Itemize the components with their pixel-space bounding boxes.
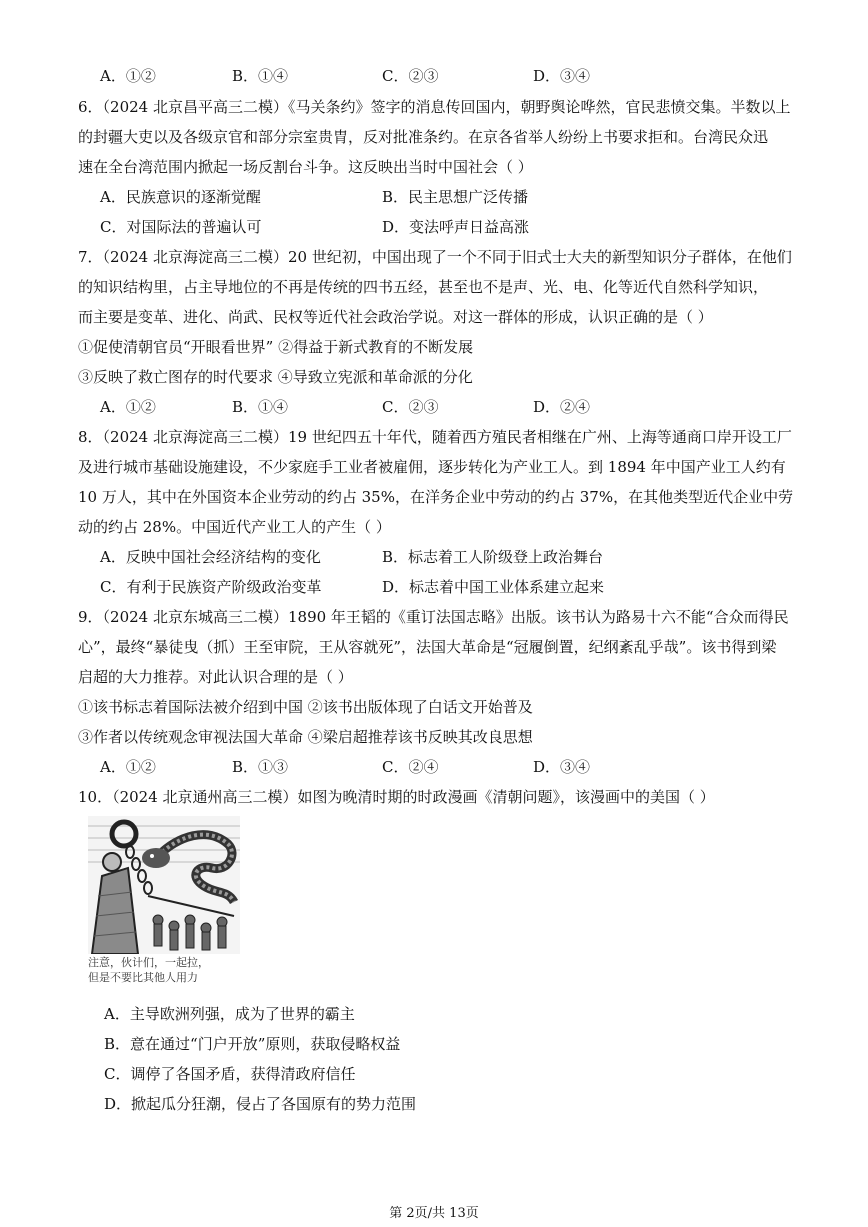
q8-stem-line: 10 万人，其中在外国资本企业劳动的约占 35%，在洋务企业中劳动的约占 37%，在其他类型近代企业中劳 [78, 488, 794, 506]
q9-statement-line: ①该书标志着国际法被介绍到中国 ②该书出版体现了白话文开始普及 [78, 698, 533, 716]
cartoon-caption-line: 但是不要比其他人用力 [88, 971, 198, 984]
q7-statement-line: ③反映了救亡图存的时代要求 ④导致立宪派和革命派的分化 [78, 368, 473, 386]
q7-statement-line: ①促使清朝官员“开眼看世界” ②得益于新式教育的不断发展 [78, 338, 474, 356]
q8-option-c[interactable]: C．有利于民族资产阶级政治变革 [100, 578, 322, 596]
q7-option-c[interactable]: C．②③ [382, 398, 439, 416]
q9-stem-line: 启超的大力推荐。对此认识合理的是（ ） [78, 668, 353, 686]
q5-option-b[interactable]: B．①④ [232, 67, 289, 85]
cartoon-caption-line: 注意，伙计们，一起拉， [88, 956, 209, 969]
q9-stem-line: 9．（2024 北京东城高三二模）1890 年王韬的《重订法国志略》出版。该书认为路易十六不能“合众而得民 [78, 608, 789, 626]
q9-statement-line: ③作者以传统观念审视法国大革命 ④梁启超推荐该书反映其改良思想 [78, 728, 533, 746]
q9-option-b[interactable]: B．①③ [232, 758, 289, 776]
q7-stem-line: 的知识结构里，占主导地位的不再是传统的四书五经，甚至也不是声、光、电、化等近代自然科学知识， [78, 278, 769, 296]
q10-option-c[interactable]: C．调停了各国矛盾，获得清政府信任 [104, 1065, 356, 1083]
q7-stem-line: 而主要是变革、进化、尚武、民权等近代社会政治学说。对这一群体的形成，认识正确的是（ ） [78, 308, 713, 326]
q9-option-d[interactable]: D．③④ [533, 758, 591, 776]
q6-stem-line: 速在全台湾范围内掀起一场反割台斗争。这反映出当时中国社会（ ） [78, 158, 533, 176]
q6-option-a[interactable]: A．民族意识的逐渐觉醒 [100, 188, 261, 206]
q6-option-c[interactable]: C．对国际法的普遍认可 [100, 218, 262, 236]
q7-option-d[interactable]: D．②④ [533, 398, 591, 416]
q5-option-d[interactable]: D．③④ [533, 67, 591, 85]
q9-stem-line: 心”，最终“暴徒曳（抓）王至审院，王从容就死”，法国大革命是“冠履倒置，纪纲紊乱乎哉”。该书得到梁 [78, 638, 777, 656]
q5-option-c[interactable]: C．②③ [382, 67, 439, 85]
q8-option-b[interactable]: B．标志着工人阶级登上政治舞台 [382, 548, 604, 566]
q8-stem-line: 8．（2024 北京海淀高三二模）19 世纪四五十年代，随着西方殖民者相继在广州、上海等通商口岸开设工厂 [78, 428, 792, 446]
q8-stem-line: 动的约占 28%。中国近代产业工人的产生（ ） [78, 518, 391, 536]
q8-option-a[interactable]: A．反映中国社会经济结构的变化 [100, 548, 321, 566]
q8-option-d[interactable]: D．标志着中国工业体系建立起来 [382, 578, 605, 596]
cartoon-caption [88, 955, 240, 985]
q9-option-c[interactable]: C．②④ [382, 758, 439, 776]
q10-option-d[interactable]: D．掀起瓜分狂潮，侵占了各国原有的势力范围 [104, 1095, 417, 1113]
q5-option-a[interactable]: A．①② [100, 67, 156, 85]
q6-option-b[interactable]: B．民主思想广泛传播 [382, 188, 529, 206]
q6-stem-line: 的封疆大吏以及各级京官和部分宗室贵胄，反对批准条约。在京各省举人纷纷上书要求拒和。台湾民众迅 [78, 128, 769, 146]
cartoon-illustration [88, 816, 240, 954]
q10-option-b[interactable]: B．意在通过“门户开放”原则，获取侵略权益 [104, 1035, 401, 1053]
q9-option-a[interactable]: A．①② [100, 758, 156, 776]
q8-stem-line: 及进行城市基础设施建设，不少家庭手工业者被雇佣，逐步转化为产业工人。到 1894 年中国产业工人约有 [78, 458, 786, 476]
q7-stem-line: 7．（2024 北京海淀高三二模）20 世纪初，中国出现了一个不同于旧式士大夫的新型知识分子群体，在他们 [78, 248, 792, 266]
q10-stem-line: 10．（2024 北京通州高三二模）如图为晚清时期的时政漫画《清朝问题》，该漫画中的美国（ ） [78, 788, 715, 806]
q7-option-a[interactable]: A．①② [100, 398, 156, 416]
q6-stem-line: 6．（2024 北京昌平高三二模）《马关条约》签字的消息传回国内，朝野舆论哗然，官民悲愤交集。半数以上 [78, 98, 791, 116]
q10-option-a[interactable]: A．主导欧洲列强，成为了世界的霸主 [104, 1005, 355, 1023]
q6-option-d[interactable]: D．变法呼声日益高涨 [382, 218, 530, 236]
page-footer: 第 2页/共 13页 [389, 1206, 479, 1221]
q7-option-b[interactable]: B．①④ [232, 398, 289, 416]
